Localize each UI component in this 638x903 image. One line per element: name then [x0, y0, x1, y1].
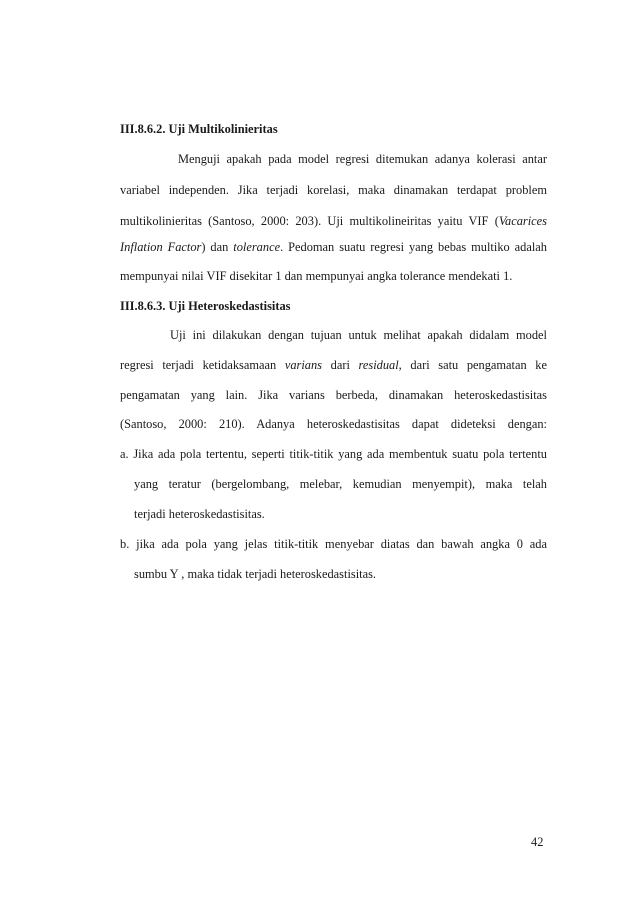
list-item-b: b. jika ada pola yang jelas titik-titik menyebar diatas dan bawah angka 0 ada — [120, 537, 547, 551]
paragraph-line: mempunyai nilai VIF disekitar 1 dan mempunyai angka tolerance mendekati 1. — [120, 269, 513, 283]
list-item-a-continuation: terjadi heteroskedastisitas. — [134, 507, 265, 521]
paragraph-line: variabel independen. Jika terjadi korelasi, maka dinamakan terdapat problem — [120, 183, 547, 197]
paragraph-line: regresi terjadi ketidaksamaan varians dari residual, dari satu pengamatan ke — [120, 358, 547, 372]
list-item-a-continuation: yang teratur (bergelombang, melebar, kemudian menyempit), maka telah — [134, 477, 547, 491]
paragraph-line: pengamatan yang lain. Jika varians berbeda, dinamakan heteroskedastisitas — [120, 388, 547, 402]
section-heading-heteroskedastisitas: III.8.6.3. Uji Heteroskedastisitas — [120, 299, 291, 313]
list-item-a: a. Jika ada pola tertentu, seperti titik-titik yang ada membentuk suatu pola tertentu — [120, 447, 547, 461]
paragraph-line: Uji ini dilakukan dengan tujuan untuk melihat apakah didalam model — [170, 328, 547, 342]
section-heading-multikolinieritas: III.8.6.2. Uji Multikolinieritas — [120, 122, 278, 136]
paragraph-line: Menguji apakah pada model regresi ditemukan adanya kolerasi antar — [178, 152, 547, 166]
paragraph-line: Inflation Factor) dan tolerance. Pedoman suatu regresi yang bebas multiko adalah — [120, 240, 547, 254]
list-item-b-continuation: sumbu Y , maka tidak terjadi heteroskedastisitas. — [134, 567, 377, 581]
page-number: 42 — [531, 835, 544, 849]
paragraph-line: multikolinieritas (Santoso, 2000: 203). Uji multikolineiritas yaitu VIF (Vacarices — [120, 214, 547, 228]
paragraph-line: (Santoso, 2000: 210). Adanya heteroskedastisitas dapat dideteksi dengan: — [120, 417, 547, 431]
